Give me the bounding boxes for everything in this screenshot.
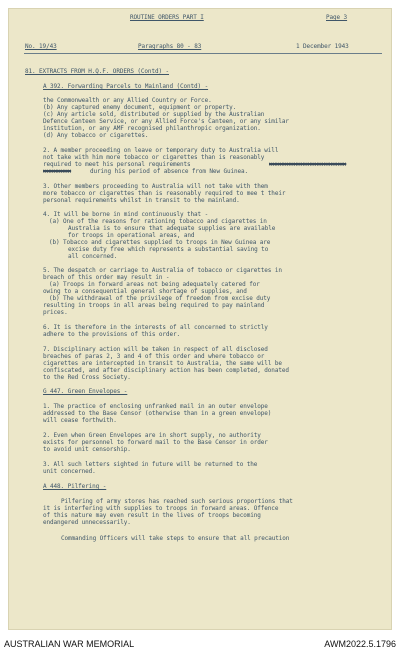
body-line: 5. The despatch or carriage to Australia of tobacco or cigarettes in (43, 267, 282, 274)
body-line: will cease forthwith. (43, 417, 117, 424)
body-line: (b) Any captured enemy document, equipment or property. (43, 104, 237, 111)
body-line: resulting in troops in all areas being required to pay mainland (43, 302, 265, 309)
body-line: required to meet his personal requirements (43, 161, 191, 168)
body-line: (b) Tobacco and cigarettes supplied to troops in New Guinea are (49, 239, 271, 246)
body-line: to the Red Cross Society. (43, 374, 131, 381)
body-line: 3. All such letters sighted in future will be returned to the (43, 461, 258, 468)
body-line: the Commonwealth or any Allied Country or Force. (43, 97, 212, 104)
body-line: of this nature may even result in the lives of troops becoming (43, 512, 261, 519)
body-line: 6. It is therefore in the interests of all concerned to strictly (43, 324, 268, 331)
document-page (8, 8, 392, 630)
footer-accession-number: AWM2022.5.1796 (324, 639, 396, 649)
body-line: (a) Troops in forward areas not being adequately catered for (49, 281, 260, 288)
body-line: Pilfering of army stores has reached such serious proportions that (61, 498, 293, 505)
body-line: (d) Any tobacco or cigarettes. (43, 132, 149, 139)
body-line: not take with him more tobacco or cigarettes than is reasonably (43, 154, 265, 161)
body-line: more tobacco or cigarettes than is reasonably required to mee t their (43, 190, 286, 197)
order-date: 1 December 1943 (296, 43, 349, 50)
body-line: confiscated, and after disciplinary action has been completed, donated (43, 367, 289, 374)
body-line: endangered unnecessarily. (43, 519, 131, 526)
struck-text: xxxxxxxx (43, 168, 72, 175)
paragraphs-range: Paragraphs 80 - 83 (138, 43, 202, 50)
body-line: prices. (43, 309, 68, 316)
body-line: unit concerned. (43, 468, 96, 475)
body-line: 4. It will be borne in mind continuously that - (43, 211, 209, 218)
section-heading: 81. EXTRACTS FROM H.Q.F. ORDERS (Contd) - (25, 68, 170, 75)
body-line: it is interfering with supplies to troops in forward areas. Offence (43, 505, 279, 512)
subsection-heading: A 448. Pilfering - (43, 483, 107, 490)
body-line: breaches of paras 2, 3 and 4 of this order and where tobacco or (43, 353, 265, 360)
body-line: exists for personnel to forward mail to the Base Censor in order (43, 439, 268, 446)
subsection-heading: G 447. Green Envelopes - (43, 388, 128, 395)
body-line: all concerned. (68, 253, 118, 260)
body-line: addressed to the Base Censor (otherwise than in a green envelope) (43, 410, 272, 417)
body-line: owing to a consequential general shortage of supplies, and (43, 288, 247, 295)
body-line: personal requirements whilst in transit to the mainland. (43, 197, 240, 204)
body-line: 1. The practice of enclosing unfranked mail in an outer envelope (43, 403, 268, 410)
order-number: No. 19/43 (25, 43, 57, 50)
header-rule (24, 53, 382, 54)
subsection-heading: A 392. Forwarding Parcels to Mainland (Contd) - (43, 83, 209, 90)
header-title: ROUTINE ORDERS PART I (130, 14, 204, 21)
body-line: to avoid unit censorship. (43, 446, 131, 453)
body-line: during his period of absence from New Guinea. (90, 168, 249, 175)
struck-text: xxxxxxxxxxxxxxxxxxxxxx (269, 161, 347, 168)
body-line: 2. Even when Green Envelopes are in short supply, no authority (43, 432, 261, 439)
body-line: 3. Other members proceeding to Australia will not take with them (43, 183, 268, 190)
body-line: adhere to the provisions of this order. (43, 331, 180, 338)
body-line: 2. A member proceeding on leave or temporary duty to Australia will (43, 147, 279, 154)
body-line: (c) Any article sold, distributed or supplied by the Australian (43, 111, 265, 118)
body-line: institution, or any AMF recognised philanthropic organization. (43, 125, 261, 132)
footer-source: AUSTRALIAN WAR MEMORIAL (4, 639, 135, 649)
body-line: cigarettes are intercepted in transit to Australia, the same will be (43, 360, 282, 367)
page-number: Page 3 (326, 14, 348, 21)
body-line: excise duty free which represents a substantial saving to (68, 246, 269, 253)
body-line: (a) One of the reasons for rationing tobacco and cigarettes in (49, 218, 267, 225)
body-line: 7. Disciplinary action will be taken in respect of all disclosed (43, 346, 268, 353)
footer-bar (0, 636, 400, 653)
body-line: (b) The withdrawal of the privilege of freedom from excise duty (49, 295, 271, 302)
body-line: Defence Canteen Service, or any Allied Force's Canteen, or any similar (43, 118, 289, 125)
body-line: for troops in operational areas, and (68, 232, 195, 239)
body-line: breach of this order may result in - (43, 274, 170, 281)
body-line: Australia is to ensure that adequate supplies are available (68, 225, 276, 232)
body-line: Commanding Officers will take steps to ensure that all precaution (61, 535, 290, 542)
